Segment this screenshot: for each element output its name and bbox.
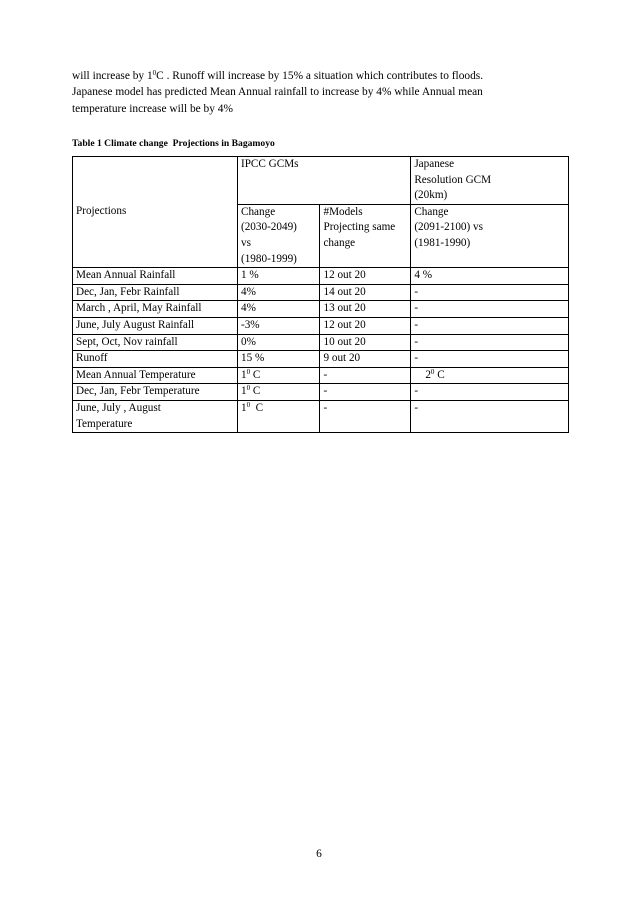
cell-ipcc-models: 12 out 20 bbox=[320, 317, 411, 334]
paragraph-line-2: Japanese model has predicted Mean Annual rainfall to increase by 4% while Annual mean bbox=[72, 86, 483, 99]
climate-projections-table bbox=[72, 156, 569, 433]
cell-ipcc-change: 4% bbox=[237, 284, 319, 301]
header-models-projecting: #Models Projecting same change bbox=[320, 204, 411, 267]
cell-japanese: - bbox=[411, 351, 569, 368]
cell-projection: Dec, Jan, Febr Temperature bbox=[73, 384, 238, 401]
degree-superscript: 0 bbox=[430, 367, 435, 376]
cell-japanese: - bbox=[411, 400, 569, 432]
cell-projection: Dec, Jan, Febr Rainfall bbox=[73, 284, 238, 301]
cell-ipcc-change: $1^0$ C bbox=[237, 400, 319, 432]
paragraph-line-1: will increase by $1^0C$ . Runoff will increase by 15% a situation which contributes to floods. bbox=[72, 69, 484, 82]
table-row bbox=[73, 334, 569, 351]
cell-ipcc-change: -3% bbox=[237, 317, 319, 334]
body-paragraph bbox=[72, 68, 568, 117]
paragraph-line-3: temperature increase will be by 4% bbox=[72, 102, 233, 115]
degree-superscript: 0 bbox=[246, 400, 251, 409]
page-number: 6 bbox=[316, 848, 322, 860]
cell-ipcc-change: 1 % bbox=[237, 268, 319, 285]
cell-ipcc-models: - bbox=[320, 384, 411, 401]
degree-superscript: 0 bbox=[246, 367, 251, 376]
table-row bbox=[73, 384, 569, 401]
cell-projection: Runoff bbox=[73, 351, 238, 368]
degree-superscript: 0 bbox=[152, 69, 157, 77]
cell-japanese: - bbox=[411, 317, 569, 334]
cell-ipcc-models: 9 out 20 bbox=[320, 351, 411, 368]
cell-japanese: - bbox=[411, 384, 569, 401]
cell-japanese: - bbox=[411, 301, 569, 318]
header-projections: Projections bbox=[73, 157, 238, 268]
cell-ipcc-change: 15 % bbox=[237, 351, 319, 368]
cell-japanese: $2^0$ C bbox=[411, 367, 569, 384]
cell-ipcc-change: 4% bbox=[237, 301, 319, 318]
cell-ipcc-models: 13 out 20 bbox=[320, 301, 411, 318]
cell-ipcc-change: $1^0$ C bbox=[237, 384, 319, 401]
header-japanese-change: Change (2091-2100) vs (1981-1990) bbox=[411, 204, 569, 267]
cell-projection: June, July August Rainfall bbox=[73, 317, 238, 334]
cell-ipcc-models: - bbox=[320, 367, 411, 384]
header-ipcc-gcms: IPCC GCMs bbox=[237, 157, 410, 205]
table-row bbox=[73, 301, 569, 318]
degree-superscript: 0 bbox=[246, 384, 251, 393]
cell-ipcc-models: - bbox=[320, 400, 411, 432]
cell-ipcc-change: $1^0$ C bbox=[237, 367, 319, 384]
table-row bbox=[73, 400, 569, 432]
table-row bbox=[73, 268, 569, 285]
header-ipcc-change: Change (2030-2049) vs (1980-1999) bbox=[237, 204, 319, 267]
table-header-row-1 bbox=[73, 157, 569, 205]
cell-projection: June, July , August Temperature bbox=[73, 400, 238, 432]
cell-projection: Mean Annual Rainfall bbox=[73, 268, 238, 285]
table-row bbox=[73, 317, 569, 334]
table-row bbox=[73, 367, 569, 384]
table-row bbox=[73, 284, 569, 301]
cell-ipcc-models: 14 out 20 bbox=[320, 284, 411, 301]
table-row bbox=[73, 351, 569, 368]
cell-projection: Sept, Oct, Nov rainfall bbox=[73, 334, 238, 351]
cell-ipcc-change: 0% bbox=[237, 334, 319, 351]
cell-ipcc-models: 10 out 20 bbox=[320, 334, 411, 351]
header-japanese-gcm: Japanese Resolution GCM (20km) bbox=[411, 157, 569, 205]
cell-japanese: 4 % bbox=[411, 268, 569, 285]
cell-projection: Mean Annual Temperature bbox=[73, 367, 238, 384]
cell-japanese: - bbox=[411, 334, 569, 351]
cell-ipcc-models: 12 out 20 bbox=[320, 268, 411, 285]
table-caption: Table 1 Climate change Projections in Bagamoyo bbox=[72, 138, 275, 149]
cell-projection: March , April, May Rainfall bbox=[73, 301, 238, 318]
cell-japanese: - bbox=[411, 284, 569, 301]
